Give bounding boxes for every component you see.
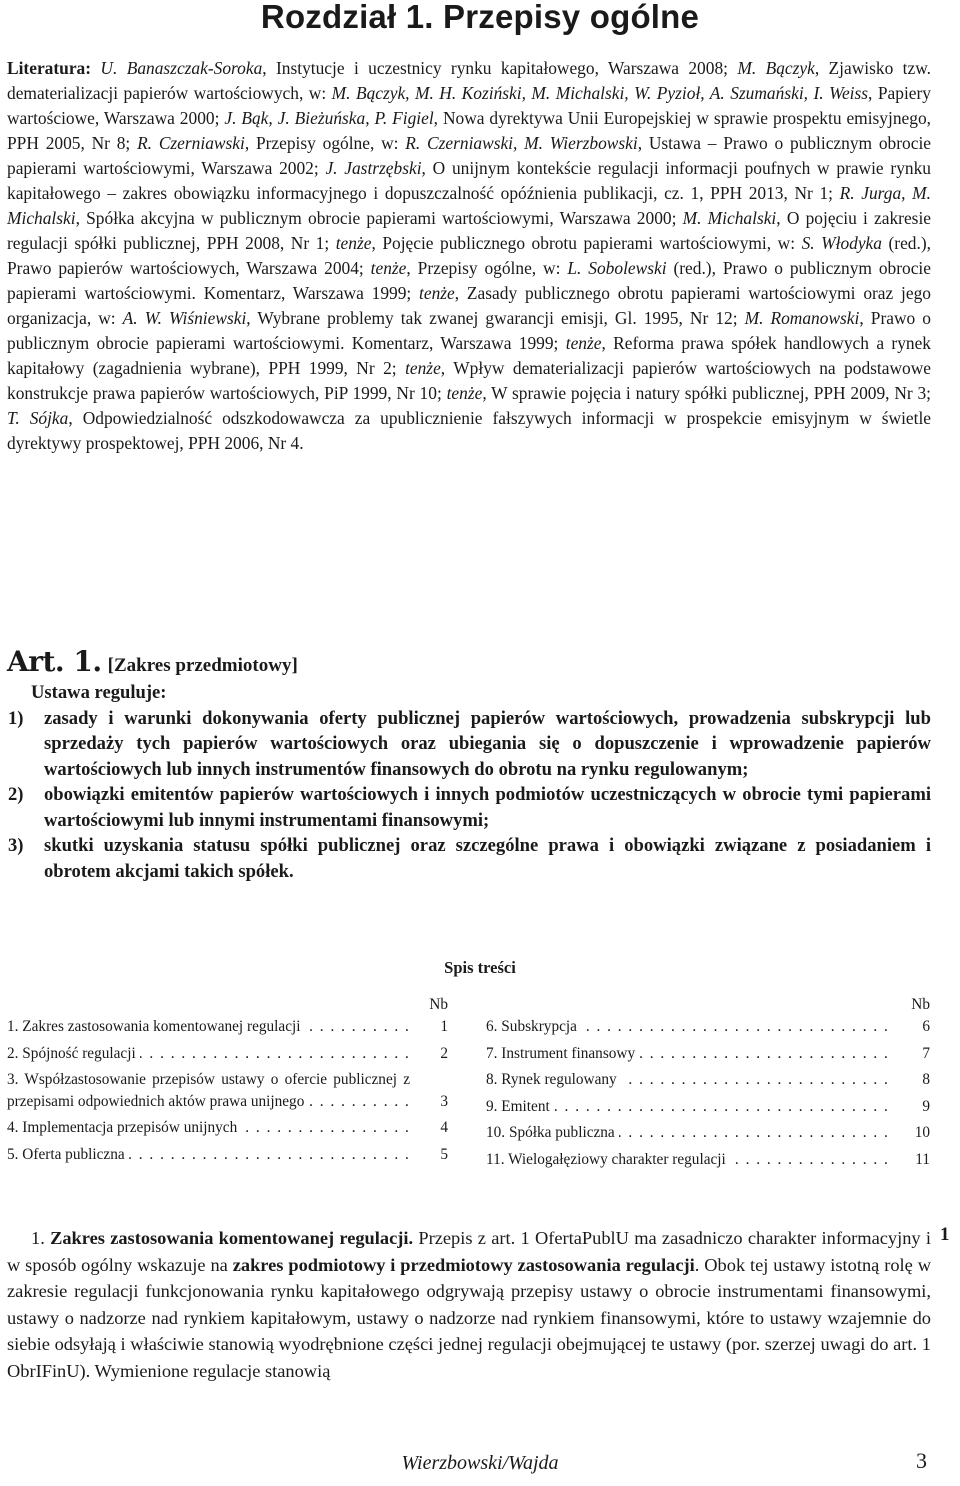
emphasis-text: Zakres zastosowania komentowanej regulacji. — [50, 1228, 414, 1248]
toc-entry-label: 2. Spójność regulacji — [7, 1045, 140, 1062]
footer-author: Wierzbowski/Wajda — [401, 1452, 559, 1474]
literature-segment: , O unijnym kontekście regulacji informacji poufnych w prawie rynku kapitałowego – zakres obowiązku informacyjnego i dopuszczalność opóźnienia publikacji, cz. 1, PPH 2013, Nr 1; — [7, 158, 931, 203]
literature-segment: , Wpływ dematerializacji papierów wartościowych na podstawowe konstrukcje prawa papierów wartościowych, PiP 1999, Nr 10; — [7, 358, 931, 403]
toc-entry-label: 3. Współzastosowanie przepisów ustawy o ofercie publicznej z przepisami odpowiednich aktów prawa unijnego — [7, 1071, 410, 1110]
statute-item — [7, 833, 931, 884]
body-segment: Przepis z art. 1 OfertaPublU ma zasadniczo charakter informacyjny i w sposób ogólny wskazuje na — [7, 1228, 931, 1275]
statute-list — [7, 706, 931, 885]
body-segment: 1. — [31, 1228, 51, 1248]
toc-entry-number: 2 — [440, 1044, 448, 1062]
literature-author: M. Michalski — [682, 208, 777, 228]
toc-entry[interactable] — [7, 1144, 448, 1166]
toc-entry-label: 8. Rynek regulowany — [486, 1071, 621, 1088]
margin-number: 1 — [940, 1224, 950, 1245]
statute-item — [7, 706, 931, 783]
toc-list — [486, 1016, 930, 1170]
statute-item-text: zasady i warunki dokonywania oferty publicznej papierów wartościowych, prowadzenia subskrypcji lub sprzedaży tych papierów wartościowych oraz ubiegania się o dopuszczenie i wprowadzenie papierów wartościowych lub innych instrumentów finansowych do obrotu na rynku regulowanym; — [44, 707, 931, 780]
article-title: [Zakres przedmiotowy] — [107, 655, 298, 676]
toc-entry-number: 3 — [440, 1092, 448, 1110]
literature-segment: , Papiery wartościowe, Warszawa 2000; — [7, 83, 931, 128]
literature-segment — [91, 58, 100, 78]
toc-entry[interactable] — [7, 1117, 448, 1139]
emphasis-text: zakres podmiotowy i przedmiotowy zastosowania regulacji — [232, 1254, 695, 1275]
statute-item-number: 2) — [8, 784, 24, 805]
toc-left-column — [7, 994, 448, 1170]
article-heading — [7, 645, 298, 678]
toc-entry-number: 7 — [922, 1044, 930, 1062]
toc-entry-number: 6 — [922, 1018, 930, 1035]
toc-entry[interactable] — [486, 1149, 930, 1171]
literature-label: Literatura: — [7, 58, 92, 78]
literature-author: R. Czerniawski — [137, 133, 245, 153]
toc-entry-number: 4 — [440, 1119, 448, 1136]
toc-entry[interactable] — [486, 1069, 930, 1091]
literature-segment: , Ustawa – Prawo o publicznym obrocie papierami wartościowymi, Warszawa 2002; — [7, 133, 931, 178]
literature-author: M. Bączyk — [737, 58, 815, 78]
literature-segment: , Prawo o publicznym obrocie papierami wartościowymi. Komentarz, Warszawa 1999; — [7, 308, 931, 353]
literature-segment: , Wybrane problemy tak zwanej gwarancji emisji, Gl. 1995, Nr 12; — [246, 308, 745, 328]
literature-author: tenże — [405, 358, 441, 378]
literature-author: tenże — [446, 383, 483, 403]
toc-entry-number: 5 — [440, 1145, 448, 1163]
toc-right-column — [486, 994, 930, 1175]
toc-column-header: Nb — [429, 996, 448, 1013]
toc-entry[interactable] — [486, 1043, 930, 1065]
statute-item-number: 3) — [8, 835, 24, 856]
toc-entry[interactable] — [486, 1016, 930, 1038]
chapter-title: Rozdział 1. Przepisy ogólne — [260, 0, 700, 35]
literature-author: A. W. Wiśniewski — [122, 308, 247, 328]
toc-entry-number: 1 — [440, 1018, 448, 1035]
literature-author: tenże — [370, 258, 407, 278]
toc-list — [7, 1016, 448, 1165]
literature-segment: , Odpowiedzialność odszkodowawcza za upublicznienie fałszywych informacji w prospekcie emisyjnym w świetle dyrektywy prospektowej, PPH 2006, Nr 4. — [7, 408, 932, 453]
toc-entry-label: 5. Oferta publiczna — [7, 1146, 129, 1163]
literature-author: M. Bączyk, M. H. Koziński, M. Michalski, W. Pyzioł, A. Szumański, I. Weiss — [331, 83, 869, 103]
literature-segment: , Nowa dyrektywa Unii Europejskiej w sprawie prospektu emisyjnego, PPH 2005, Nr 8; — [7, 108, 931, 153]
literature-segment: , Spółka akcyjna w publicznym obrocie papierami wartościowymi, Warszawa 2000; — [75, 208, 683, 228]
toc-entry[interactable] — [7, 1069, 448, 1112]
toc-entry-label: 11. Wielogałęziowy charakter regulacji — [486, 1151, 730, 1168]
literature-author: M. Romanowski — [744, 308, 860, 328]
toc-entry-label: 10. Spółka publiczna — [486, 1124, 619, 1141]
literature-author: S. Włodyka — [801, 233, 882, 253]
literature-author: R. Czerniawski, M. Wierzbowski — [405, 133, 638, 153]
literature-segment: , Zasady publicznego obrotu papierami wartościowymi oraz jego organizacja, w: — [7, 283, 931, 328]
statute-item-text: skutki uzyskania statusu spółki publicznej oraz szczególne prawa i obowiązki związane z posiadaniem i obrotem akcjami takich spółek. — [44, 835, 931, 882]
toc-entry-label: 6. Subskrypcja — [486, 1018, 581, 1035]
literature-segment: , O pojęciu i zakresie regulacji spółki publicznej, PPH 2008, Nr 1; — [7, 208, 931, 253]
toc-entry-number: 8 — [922, 1071, 930, 1088]
literature-segment: (red.), Prawo o publicznym obrocie papierami wartościowymi. Komentarz, Warszawa 1999; — [7, 258, 931, 303]
toc-entry-label: 1. Zakres zastosowania komentowanej regulacji — [7, 1018, 305, 1035]
literature-segment: , Przepisy ogólne, w: — [406, 258, 568, 278]
body-segment: . Obok tej ustawy istotną rolę w zakresie regulacji funkcjonowania rynku kapitałowego odgrywają przepisy ustawy o obrocie instrumentami finansowymi, ustawy o nadzorze nad rynkiem kapitałowym, ustawy o nadzorze nad rynkiem finansowymi, które to ustawy wzajemnie do siebie odsyłają i właściwie stanowią wyodrębnione części jednej regulacji obejmującej te ustawy (por. szerzej uwagi do art. 1 ObrIFinU). Wymienione regulacje stanowią — [7, 1254, 931, 1381]
toc-entry-number: 10 — [914, 1124, 930, 1141]
toc-column-header: Nb — [911, 996, 930, 1013]
toc-entry-number: 11 — [915, 1150, 930, 1168]
toc-entry[interactable] — [7, 1043, 448, 1065]
literature-author: J. Bąk, J. Bieżuńska, P. Figiel — [224, 108, 434, 128]
toc-entry-label: 9. Emitent — [486, 1098, 554, 1115]
literature-segment: , Instytucje i uczestnicy rynku kapitałowego, Warszawa 2008; — [262, 58, 738, 78]
literature-text — [7, 58, 931, 453]
literature-author: tenże — [419, 283, 455, 303]
toc-entry[interactable] — [486, 1122, 930, 1144]
literature-section — [7, 56, 931, 456]
statute-intro: Ustawa reguluje: — [31, 682, 167, 703]
toc-entry-label: 4. Implementacja przepisów unijnych — [7, 1119, 241, 1136]
toc-title: Spis treści — [444, 958, 516, 977]
literature-segment: , Zjawisko tzw. dematerializacji papierów wartościowych, w: — [7, 58, 931, 103]
literature-segment: , W sprawie pojęcia i natury spółki publicznej, PPH 2009, Nr 3; — [482, 383, 931, 403]
literature-segment: , Pojęcie publicznego obrotu papierami wartościowymi, w: — [371, 233, 802, 253]
literature-author: U. Banaszczak-Soroka — [100, 58, 263, 78]
literature-author: tenże — [335, 233, 372, 253]
literature-author: R. Jurga, M. Michalski — [7, 183, 931, 228]
statute-item-number: 1) — [8, 707, 24, 729]
statute-item-text: obowiązki emitentów papierów wartościowych i innych podmiotów uczestniczących w obrocie tymi papierami wartościowymi lub innymi instrumentami finansowymi; — [44, 784, 931, 831]
toc-entry-number: 9 — [922, 1097, 930, 1115]
commentary-paragraph — [7, 1225, 931, 1385]
literature-segment: (red.), Prawo papierów wartościowych, Warszawa 2004; — [7, 233, 931, 278]
literature-author: T. Sójka — [7, 408, 69, 428]
toc-entry[interactable] — [486, 1096, 930, 1118]
toc-entry[interactable] — [7, 1016, 448, 1038]
toc-entry-label: 7. Instrument finansowy — [486, 1045, 639, 1062]
statute-text — [7, 680, 931, 884]
literature-author: L. Sobolewski — [567, 258, 667, 278]
literature-segment: , Reforma prawa spółek handlowych a rynek kapitałowy (zagadnienia wybrane), PPH 1999, Nr 2; — [7, 333, 931, 378]
statute-item — [7, 782, 931, 833]
article-number: Art. 1. — [7, 645, 102, 678]
literature-author: tenże — [565, 333, 602, 353]
page-number: 3 — [916, 1448, 927, 1473]
literature-segment: , Przepisy ogólne, w: — [244, 133, 406, 153]
literature-author: J. Jastrzębski — [325, 158, 422, 178]
